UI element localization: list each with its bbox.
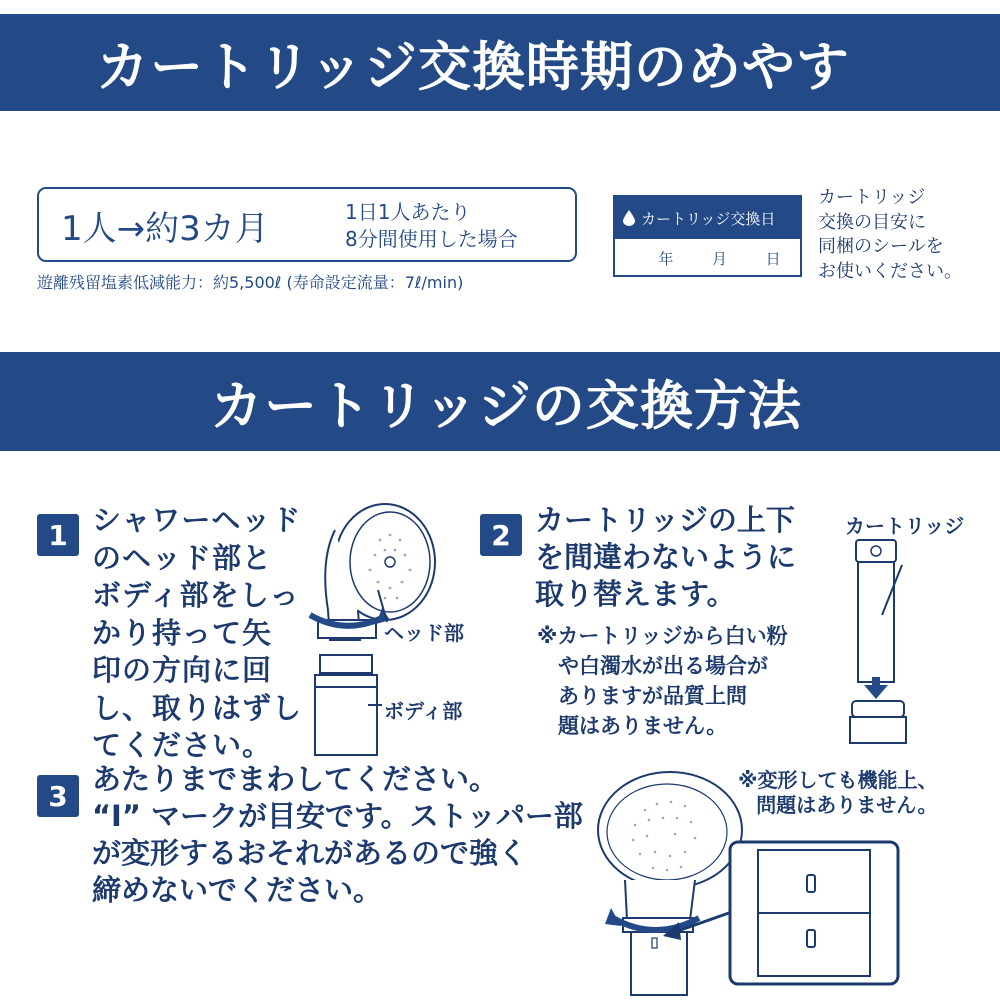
step-line: ボディ部をしっ — [92, 578, 300, 612]
sticker-note-line: 同梱のシールを — [818, 236, 944, 257]
section-banner-replacement-method — [0, 352, 1000, 451]
sticker-note-line: 交換の目安に — [818, 211, 926, 233]
sticker-note-line: カートリッジ — [818, 187, 926, 208]
note-line: ありますが品質上問 — [537, 684, 747, 708]
body-part-label: ボディ部 — [384, 699, 463, 723]
step-line: あたりまでまわしてください。 — [92, 762, 499, 796]
year-label: 年 — [658, 249, 674, 268]
note-line: ※変形しても機能上、 — [738, 768, 938, 792]
chlorine-capacity-note: 遊離残留塩素低減能力：約5,500ℓ (寿命設定流量：7ℓ/min) — [37, 273, 464, 292]
sticker-header-label: カートリッジ交換日 — [641, 209, 776, 228]
banner-title: カートリッジ交換時期のめやす — [96, 36, 850, 98]
note-line: ※カートリッジから白い粉 — [537, 624, 788, 648]
section-banner-replacement-timing — [0, 14, 1000, 111]
banner-title: カートリッジの交換方法 — [210, 375, 802, 437]
sticker-date-fields — [615, 241, 800, 275]
usage-condition-line: 1日1人あたり — [345, 200, 471, 224]
step-line: のヘッド部と — [92, 540, 273, 575]
life-estimate: 1人→約3カ月 — [61, 209, 269, 249]
step-line: が変形するおそれがあるので強く — [92, 836, 528, 870]
month-label: 月 — [711, 249, 727, 268]
replacement-date-sticker — [613, 195, 802, 277]
sticker-note-line: お使いください。 — [818, 260, 962, 282]
step-line: カートリッジの上下 — [535, 503, 795, 537]
usage-condition-line: 8分間使用した場合 — [345, 227, 518, 251]
step2-note — [537, 621, 788, 741]
stopper-illustration — [595, 770, 925, 995]
cartridge-label: カートリッジ — [845, 514, 965, 538]
step-line: し、取りはずし — [92, 690, 303, 725]
cartridge-life-box — [37, 187, 577, 262]
step-number-3: 3 — [37, 775, 79, 817]
step-line: かり持って矢 — [92, 615, 273, 650]
step2-instructions — [535, 502, 796, 613]
step-line: 締めないでください。 — [92, 873, 383, 907]
note-line: 題はありません。 — [537, 714, 728, 738]
note-line: 問題はありません。 — [756, 793, 938, 817]
step-line: 取り替えます。 — [535, 577, 736, 611]
step-line: “I” マークが目安です。ストッパー部 — [92, 799, 583, 833]
day-label: 日 — [765, 249, 781, 268]
cartridge-illustration — [840, 535, 920, 745]
step-line: 印の方向に回 — [92, 653, 273, 687]
step-line: シャワーヘッド — [92, 503, 302, 537]
step-line: てください。 — [92, 728, 273, 762]
step3-instructions — [92, 761, 583, 909]
head-part-label: ヘッド部 — [384, 621, 464, 645]
step1-instructions — [92, 502, 302, 765]
step-number-1: 1 — [37, 514, 79, 556]
sticker-note — [818, 186, 962, 284]
water-drop-icon — [623, 210, 635, 226]
usage-condition — [345, 199, 518, 253]
sticker-header — [615, 197, 800, 239]
step-line: を間違わないように — [535, 540, 797, 574]
step-number-2: 2 — [480, 514, 522, 556]
note-line: や白濁水が出る場合が — [537, 654, 768, 678]
